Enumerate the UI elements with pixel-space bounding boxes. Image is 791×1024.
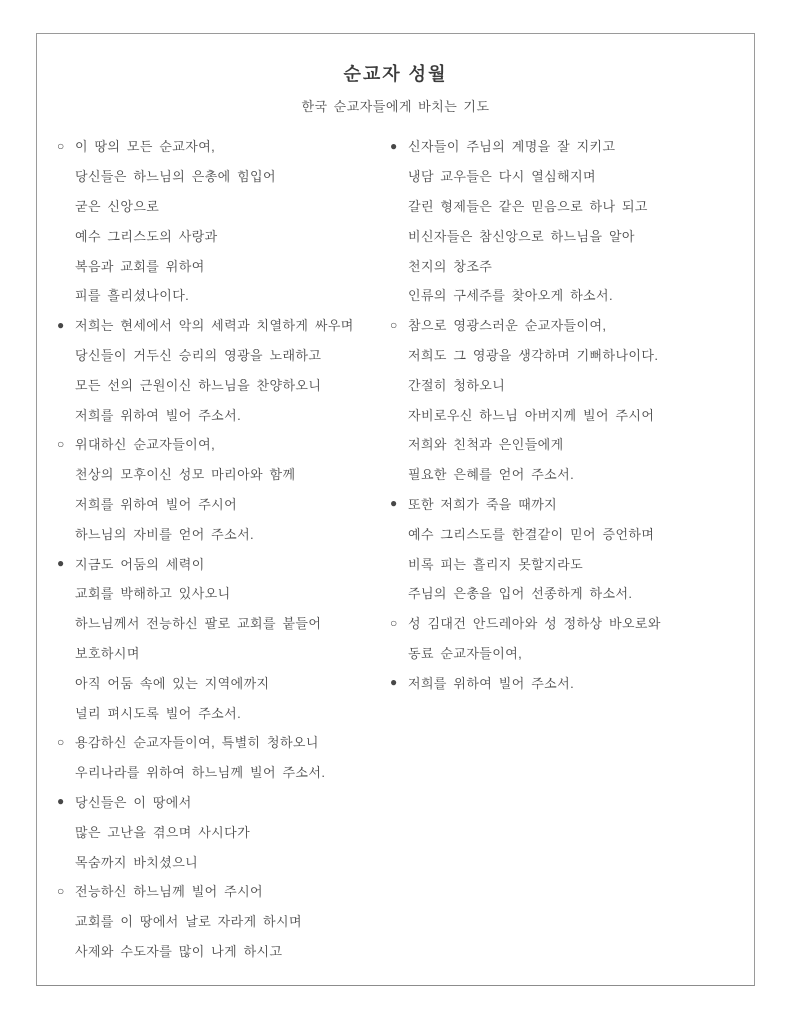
prayer-line-text: 교회를 박해하고 있사오니 (75, 586, 231, 602)
prayer-line-text: 굳은 신앙으로 (75, 198, 160, 214)
prayer-line (57, 787, 390, 817)
prayer-line (390, 340, 752, 370)
prayer-line (57, 816, 390, 846)
prayer-line (390, 280, 752, 310)
prayer-line (390, 578, 752, 608)
prayer-column-right (390, 131, 752, 697)
prayer-line-text: 사제와 수도자를 많이 나게 하시고 (75, 943, 283, 959)
prayer-line (57, 936, 390, 966)
prayer-line (57, 727, 390, 757)
prayer-line-text: 이 땅의 모든 순교자여, (75, 139, 216, 155)
prayer-line (57, 131, 390, 161)
prayer-line-text: 보호하시며 (75, 645, 140, 661)
prayer-line-text: 필요한 은혜를 얻어 주소서. (408, 467, 575, 483)
prayer-line-text: 교회를 이 땅에서 날로 자라게 하시며 (75, 914, 302, 930)
prayer-line (57, 906, 390, 936)
prayer-line (57, 578, 390, 608)
prayer-line (57, 846, 390, 876)
prayer-line-text: 동료 순교자들이여, (408, 645, 523, 661)
open-circle-bullet-icon: ○ (390, 615, 398, 630)
prayer-line (57, 697, 390, 727)
prayer-line (57, 280, 390, 310)
prayer-line (390, 548, 752, 578)
prayer-line-text: 천지의 창조주 (408, 258, 493, 274)
prayer-line-text: 천상의 모후이신 성모 마리아와 함께 (75, 467, 296, 483)
prayer-line-text: 냉담 교우들은 다시 열심해지며 (408, 169, 596, 185)
prayer-line-text: 복음과 교회를 위하여 (75, 258, 205, 274)
prayer-line (57, 608, 390, 638)
prayer-line (57, 548, 390, 578)
prayer-line-text: 참으로 영광스러운 순교자들이여, (408, 318, 607, 334)
open-circle-bullet-icon: ○ (57, 436, 65, 451)
prayer-line (57, 429, 390, 459)
prayer-line (57, 340, 390, 370)
page-title: 순교자 성월 (343, 64, 448, 84)
prayer-column-left (57, 131, 390, 965)
prayer-line (57, 489, 390, 519)
prayer-line (390, 250, 752, 280)
prayer-line (57, 191, 390, 221)
prayer-line (390, 399, 752, 429)
prayer-line (390, 518, 752, 548)
prayer-line-text: 또한 저희가 죽을 때까지 (408, 496, 558, 512)
prayer-line (390, 191, 752, 221)
prayer-line-text: 하느님의 자비를 얻어 주소서. (75, 526, 255, 542)
prayer-line-text: 인류의 구세주를 찾아오게 하소서. (408, 288, 613, 304)
open-circle-bullet-icon: ○ (390, 317, 398, 332)
prayer-line-text: 자비로우신 하느님 아버지께 빌어 주시어 (408, 407, 655, 423)
open-circle-bullet-icon: ○ (57, 883, 65, 898)
prayer-line (57, 369, 390, 399)
prayer-line (57, 310, 390, 340)
prayer-line-text: 예수 그리스도의 사랑과 (75, 228, 218, 244)
prayer-line (57, 518, 390, 548)
prayer-line-text: 비록 피는 흘리지 못할지라도 (408, 556, 584, 572)
prayer-line-text: 저희를 위하여 빌어 주시어 (75, 496, 238, 512)
prayer-line (390, 310, 752, 340)
filled-circle-bullet-icon: ● (57, 317, 65, 332)
prayer-line (57, 220, 390, 250)
prayer-line-text: 갈린 형제들은 같은 믿음으로 하나 되고 (408, 198, 648, 214)
filled-circle-bullet-icon: ● (390, 675, 398, 690)
prayer-line-text: 저희도 그 영광을 생각하며 기뻐하나이다. (408, 347, 659, 363)
prayer-line-text: 저희를 위하여 빌어 주소서. (75, 407, 242, 423)
prayer-line-text: 예수 그리스도를 한결같이 믿어 증언하며 (408, 526, 655, 542)
prayer-line (390, 131, 752, 161)
prayer-line-text: 많은 고난을 겪으며 사시다가 (75, 824, 251, 840)
prayer-line-text: 우리나라를 위하여 하느님께 빌어 주소서. (75, 765, 326, 781)
prayer-line (390, 489, 752, 519)
filled-circle-bullet-icon: ● (390, 496, 398, 511)
prayer-line (390, 608, 752, 638)
prayer-line (57, 161, 390, 191)
prayer-line-text: 비신자들은 참신앙으로 하느님을 알아 (408, 228, 635, 244)
prayer-line-text: 당신들은 하느님의 은총에 힘입어 (75, 169, 276, 185)
prayer-line (57, 250, 390, 280)
prayer-line (390, 429, 752, 459)
prayer-line (57, 459, 390, 489)
prayer-line (390, 638, 752, 668)
prayer-line-text: 피를 흘리셨나이다. (75, 288, 190, 304)
prayer-line-text: 용감하신 순교자들이여, 특별히 청하오니 (75, 735, 319, 751)
prayer-line-text: 신자들이 주님의 계명을 잘 지키고 (408, 139, 616, 155)
page-subtitle: 한국 순교자들에게 바치는 기도 (301, 99, 490, 114)
prayer-line (57, 757, 390, 787)
prayer-line-text: 널리 펴시도록 빌어 주소서. (75, 705, 242, 721)
filled-circle-bullet-icon: ● (57, 794, 65, 809)
prayer-line-text: 저희와 친척과 은인들에게 (408, 437, 564, 453)
prayer-line (57, 876, 390, 906)
prayer-line-text: 저희는 현세에서 악의 세력과 치열하게 싸우며 (75, 318, 354, 334)
prayer-line-text: 지금도 어둠의 세력이 (75, 556, 205, 572)
prayer-line (57, 667, 390, 697)
filled-circle-bullet-icon: ● (57, 556, 65, 571)
prayer-line-text: 목숨까지 바치셨으니 (75, 854, 199, 870)
prayer-line-text: 당신들은 이 땅에서 (75, 794, 192, 810)
prayer-line-text: 당신들이 거두신 승리의 영광을 노래하고 (75, 347, 322, 363)
prayer-line-text: 성 김대건 안드레아와 성 정하상 바오로와 (408, 616, 661, 632)
prayer-line-text: 저희를 위하여 빌어 주소서. (408, 675, 575, 691)
prayer-line (390, 220, 752, 250)
prayer-line-text: 위대하신 순교자들이여, (75, 437, 216, 453)
prayer-line (390, 459, 752, 489)
prayer-line-text: 모든 선의 근원이신 하느님을 찬양하오니 (75, 377, 322, 393)
filled-circle-bullet-icon: ● (390, 138, 398, 153)
prayer-line (57, 638, 390, 668)
open-circle-bullet-icon: ○ (57, 138, 65, 153)
prayer-line-text: 주님의 은총을 입어 선종하게 하소서. (408, 586, 633, 602)
prayer-line-text: 아직 어둠 속에 있는 지역에까지 (75, 675, 270, 691)
prayer-line-text: 간절히 청하오니 (408, 377, 506, 393)
prayer-line-text: 전능하신 하느님께 빌어 주시어 (75, 884, 263, 900)
prayer-line (57, 399, 390, 429)
open-circle-bullet-icon: ○ (57, 734, 65, 749)
prayer-line (390, 667, 752, 697)
prayer-line (390, 369, 752, 399)
prayer-line-text: 하느님께서 전능하신 팔로 교회를 붙들어 (75, 616, 322, 632)
prayer-line (390, 161, 752, 191)
